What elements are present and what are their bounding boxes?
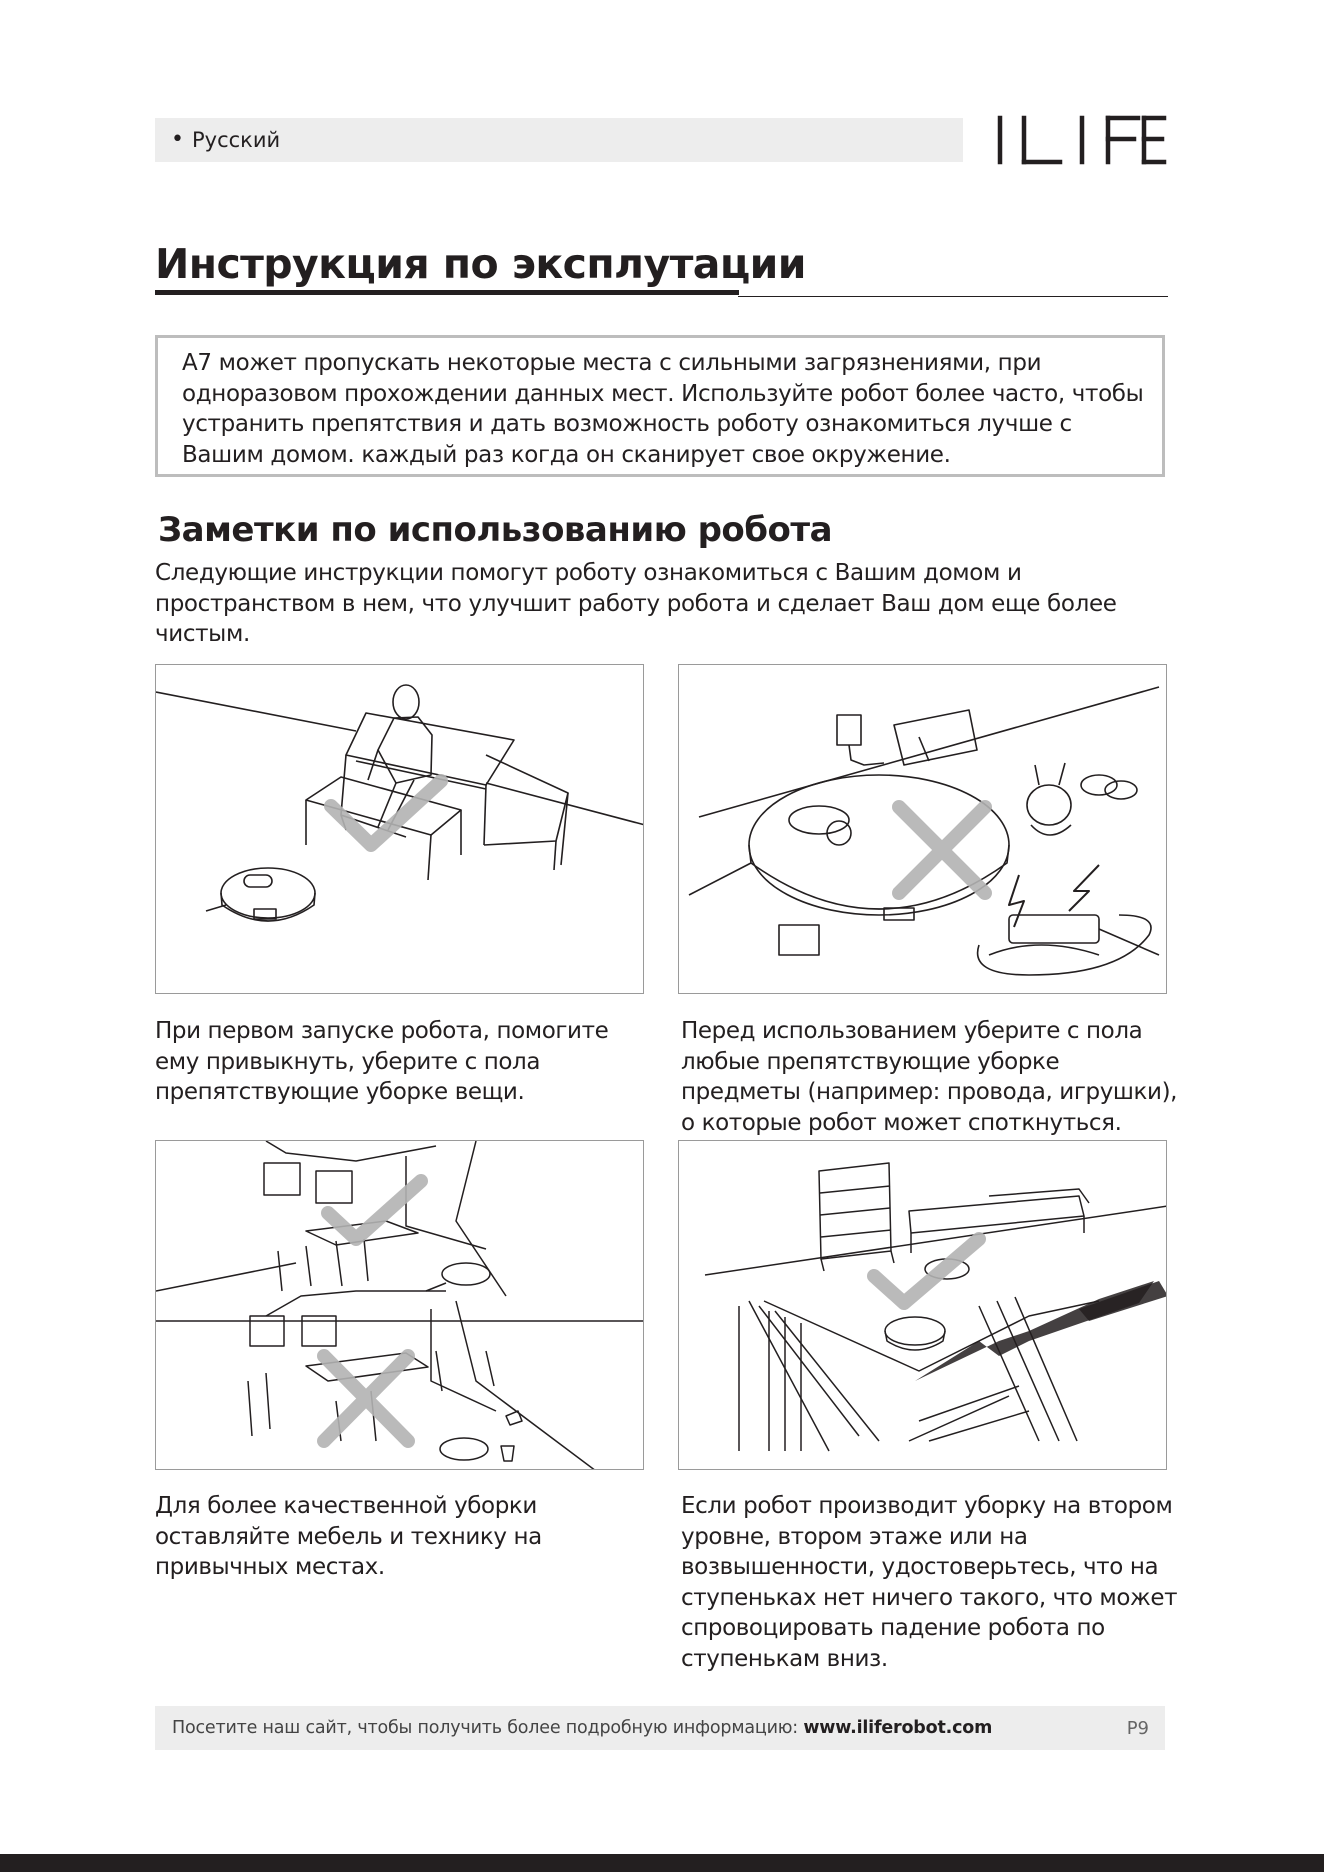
footer-bar: [155, 1706, 1165, 1750]
caption-remove-obstacles: Перед использованием уберите с пола любые препятствующие уборке предметы (например: провода, игрушки), о которые робот может споткнуться.: [681, 1018, 1178, 1136]
title-underline: [155, 290, 739, 295]
section-title: Заметки по использованию робота: [158, 510, 833, 550]
notice-box: [155, 335, 1165, 477]
bullet-icon: •: [171, 127, 184, 152]
cross-mark-icon: [899, 807, 985, 893]
page-title: Инструкция по эксплутации: [155, 240, 806, 288]
footer-message: Посетите наш сайт, чтобы получить более подробную информацию:: [172, 1718, 804, 1738]
title-rule: [738, 296, 1168, 297]
section-intro: Следующие инструкции помогут роботу ознакомиться с Вашим домом и пространством в нем, что улучшит работу робота и сделает Ваш дом еще более чистым.: [155, 560, 1117, 647]
footer-text: [172, 1718, 992, 1738]
check-mark-icon: [328, 1181, 421, 1239]
bottom-band: [0, 1854, 1324, 1872]
ilife-logo: [996, 112, 1168, 168]
notice-text: A7 может пропускать некоторые места с сильными загрязнениями, при одноразовом прохождении данных мест. Используйте робот более часто, чтобы устранить препятствия и дать возможность роботу ознакомиться лучше с Вашим домом. каждый раз когда он сканирует свое окружение.: [182, 350, 1144, 468]
caption-furniture: Для более качественной уборки оставляйте мебель и технику на привычных местах.: [155, 1493, 542, 1580]
page-number: P9: [1126, 1717, 1149, 1739]
cross-mark-icon: [324, 1356, 408, 1441]
illustration-living-room: [155, 664, 644, 994]
website-link[interactable]: www.iliferobot.com: [803, 1718, 993, 1738]
illustration-obstacles: [678, 664, 1167, 994]
language-bar: [155, 118, 963, 162]
caption-first-run: При первом запуске робота, помогите ему привыкнуть, уберите с пола препятствующие уборке вещи.: [155, 1018, 609, 1105]
caption-stairs: Если робот производит уборку на втором уровне, втором этаже или на возвышенности, удостоверьтесь, что на ступеньках нет ничего такого, что может спровоцировать падение робота по ступенькам вниз.: [681, 1493, 1178, 1672]
illustration-stairs: [678, 1140, 1167, 1470]
check-mark-icon: [874, 1239, 979, 1303]
check-mark-icon: [331, 781, 441, 845]
language-label: Русский: [191, 128, 281, 152]
illustration-furniture: [155, 1140, 644, 1470]
